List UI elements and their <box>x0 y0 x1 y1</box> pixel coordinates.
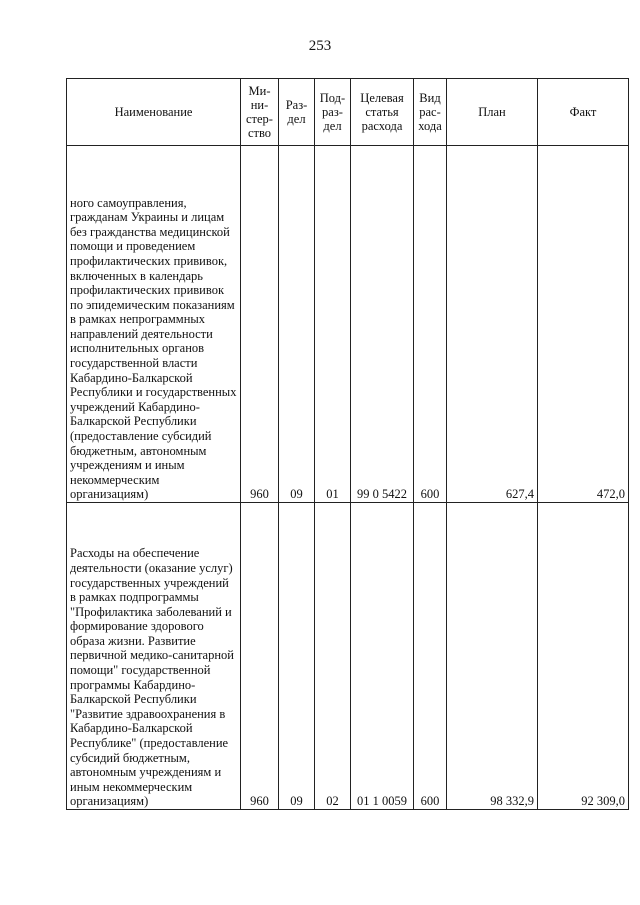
row-section: 09 <box>279 503 315 810</box>
row-expense-type: 600 <box>414 503 447 810</box>
header-ministry: Ми- ни- стер- ство <box>241 79 279 146</box>
header-target: Целевая статья расхода <box>351 79 414 146</box>
row-section: 09 <box>279 146 315 503</box>
header-plan: План <box>447 79 538 146</box>
header-expense-type: Вид рас- хода <box>414 79 447 146</box>
header-subsection: Под- раз- дел <box>315 79 351 146</box>
budget-table <box>66 78 629 810</box>
table-row <box>67 503 629 810</box>
row-target: 01 1 0059 <box>351 503 414 810</box>
row-target: 99 0 5422 <box>351 146 414 503</box>
row-fact: 92 309,0 <box>538 503 629 810</box>
row-expense-type: 600 <box>414 146 447 503</box>
header-fact: Факт <box>538 79 629 146</box>
row-subsection: 01 <box>315 146 351 503</box>
header-section: Раз- дел <box>279 79 315 146</box>
header-name: Наименование <box>67 79 241 146</box>
row-name: ного самоуправления, гражданам Украины и лицам без гражданства медицинской помощи и проведением профилактических прививок, включенных в календарь профилактических прививок по эпидемическим показаниям в рамках непрограммных направлений деятельности исполнительных органов государственной власти Кабардино-Балкарской Республики и государственных учреждений Кабардино-Балкарской Республики (предоставление субсидий бюджетным, автономным учреждениям и иным некоммерческим организациям) <box>67 146 241 503</box>
row-fact: 472,0 <box>538 146 629 503</box>
row-plan: 627,4 <box>447 146 538 503</box>
row-ministry: 960 <box>241 503 279 810</box>
row-ministry: 960 <box>241 146 279 503</box>
row-subsection: 02 <box>315 503 351 810</box>
table-row <box>67 146 629 503</box>
row-name: Расходы на обеспечение деятельности (оказание услуг) государственных учреждений в рамках подпрограммы "Профилактика заболеваний и формирование здорового образа жизни. Развитие первичной медико-санитарной помощи" государственной программы Кабардино-Балкарской Республики "Развитие здравоохранения в Кабардино-Балкарской Республике" (предоставление субсидий бюджетным, автономным учреждениям и иным некоммерческим организациям) <box>67 503 241 810</box>
row-plan: 98 332,9 <box>447 503 538 810</box>
page-number: 253 <box>308 38 332 54</box>
table-header-row <box>67 79 629 146</box>
